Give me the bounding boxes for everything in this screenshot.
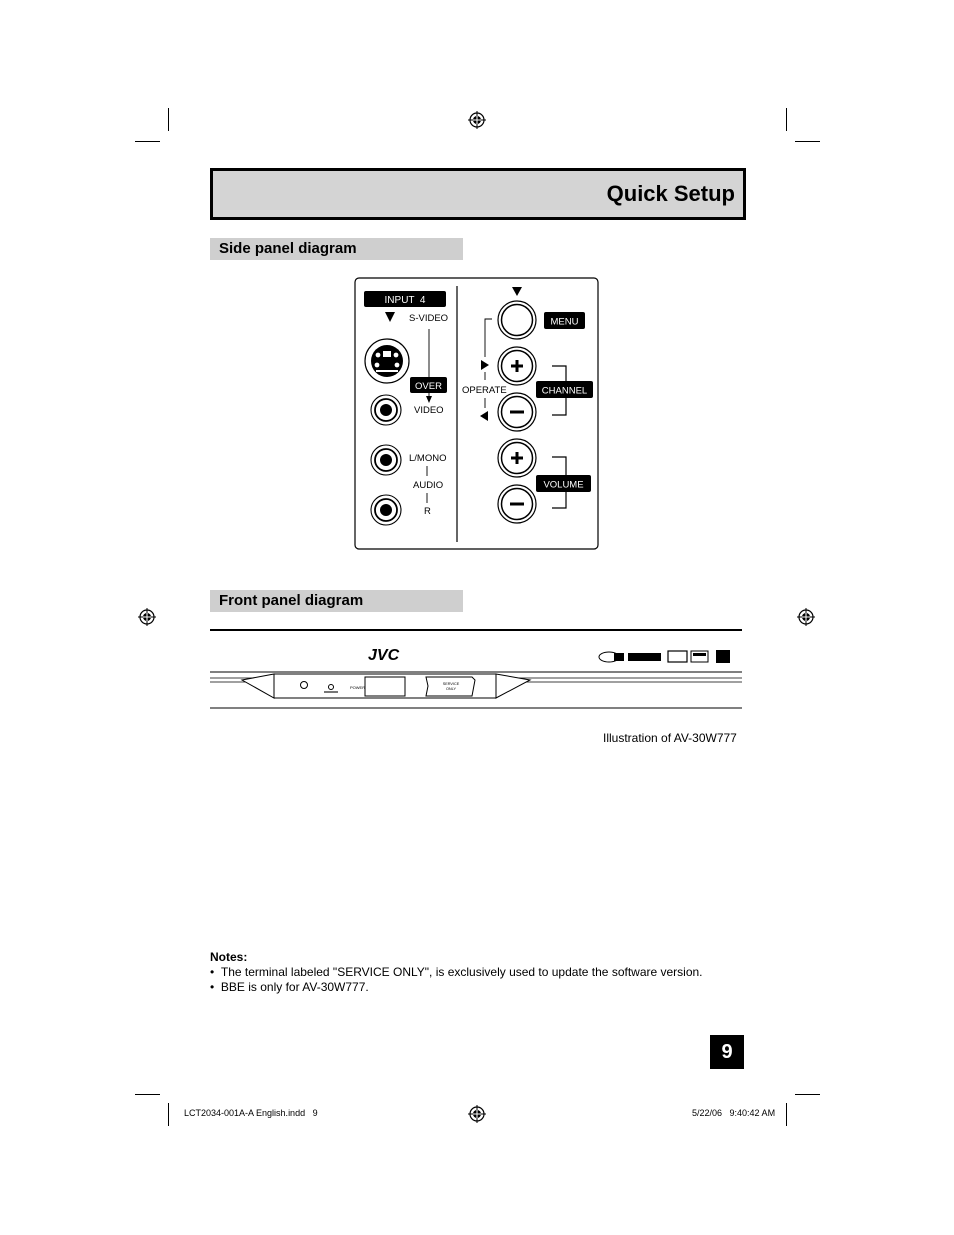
- page-number: 9: [710, 1035, 744, 1069]
- footer-timestamp: 5/22/06 9:40:42 AM: [692, 1108, 776, 1118]
- notes-block: [210, 950, 703, 995]
- crop-mark: [168, 1103, 169, 1126]
- crop-mark: [135, 141, 160, 142]
- page-title: Quick Setup: [606, 181, 735, 206]
- notes-item: • The terminal labeled "SERVICE ONLY", is exclusively used to update the software version.: [210, 965, 703, 979]
- dtv-logo-icon: [599, 652, 624, 662]
- crop-mark: [795, 1094, 820, 1095]
- audio-label: AUDIO: [413, 480, 444, 491]
- video-label: VIDEO: [414, 405, 444, 416]
- crop-mark: [168, 108, 169, 131]
- channel-label: CHANNEL: [541, 385, 588, 397]
- power-label: POWER: [350, 685, 366, 690]
- over-label: OVER: [415, 381, 442, 392]
- crop-mark: [786, 108, 787, 131]
- crop-mark: [786, 1103, 787, 1126]
- crop-mark: [135, 1094, 160, 1095]
- volume-label: VOLUME: [543, 479, 584, 491]
- input-label: INPUT 4: [384, 295, 426, 306]
- hdmi-logo-icon: [628, 653, 661, 661]
- front-panel-heading: Front panel diagram: [219, 592, 364, 609]
- bbe-logo-icon: [668, 651, 687, 662]
- section-heading-bar: [210, 590, 463, 612]
- left-trim-icon: [242, 674, 274, 698]
- service-label-line2: ONLY: [445, 687, 457, 691]
- section-heading-bar: [210, 238, 463, 260]
- illustration-caption: Illustration of AV-30W777: [603, 731, 737, 745]
- r-label: R: [424, 506, 431, 517]
- front-panel-diagram: [210, 628, 744, 712]
- svideo-jack-inner: [371, 345, 403, 377]
- menu-label: MENU: [550, 316, 579, 328]
- notes-heading: Notes:: [210, 950, 248, 964]
- notes-item: • BBE is only for AV-30W777.: [210, 980, 369, 994]
- service-label-line1: SERVICE: [442, 682, 460, 686]
- footer-filename: LCT2034-001A-A English.indd 9: [184, 1108, 318, 1118]
- side-panel-heading: Side panel diagram: [219, 240, 357, 257]
- dolby-logo-icon: [691, 651, 708, 662]
- lmono-label: L/MONO: [409, 453, 447, 464]
- registration-mark-icon: [468, 1105, 486, 1123]
- crop-mark: [795, 141, 820, 142]
- registration-mark-icon: [797, 608, 815, 626]
- registration-mark-icon: [138, 608, 156, 626]
- side-panel-diagram: [354, 277, 600, 551]
- operate-label: OPERATE: [462, 385, 507, 396]
- energy-star-logo-icon: [716, 650, 730, 663]
- svideo-label: S-VIDEO: [409, 313, 449, 324]
- right-trim-icon: [496, 674, 530, 698]
- registration-mark-icon: [468, 111, 486, 129]
- power-button[interactable]: [365, 677, 405, 696]
- title-banner: [210, 168, 746, 220]
- jvc-logo: JVC: [368, 647, 400, 664]
